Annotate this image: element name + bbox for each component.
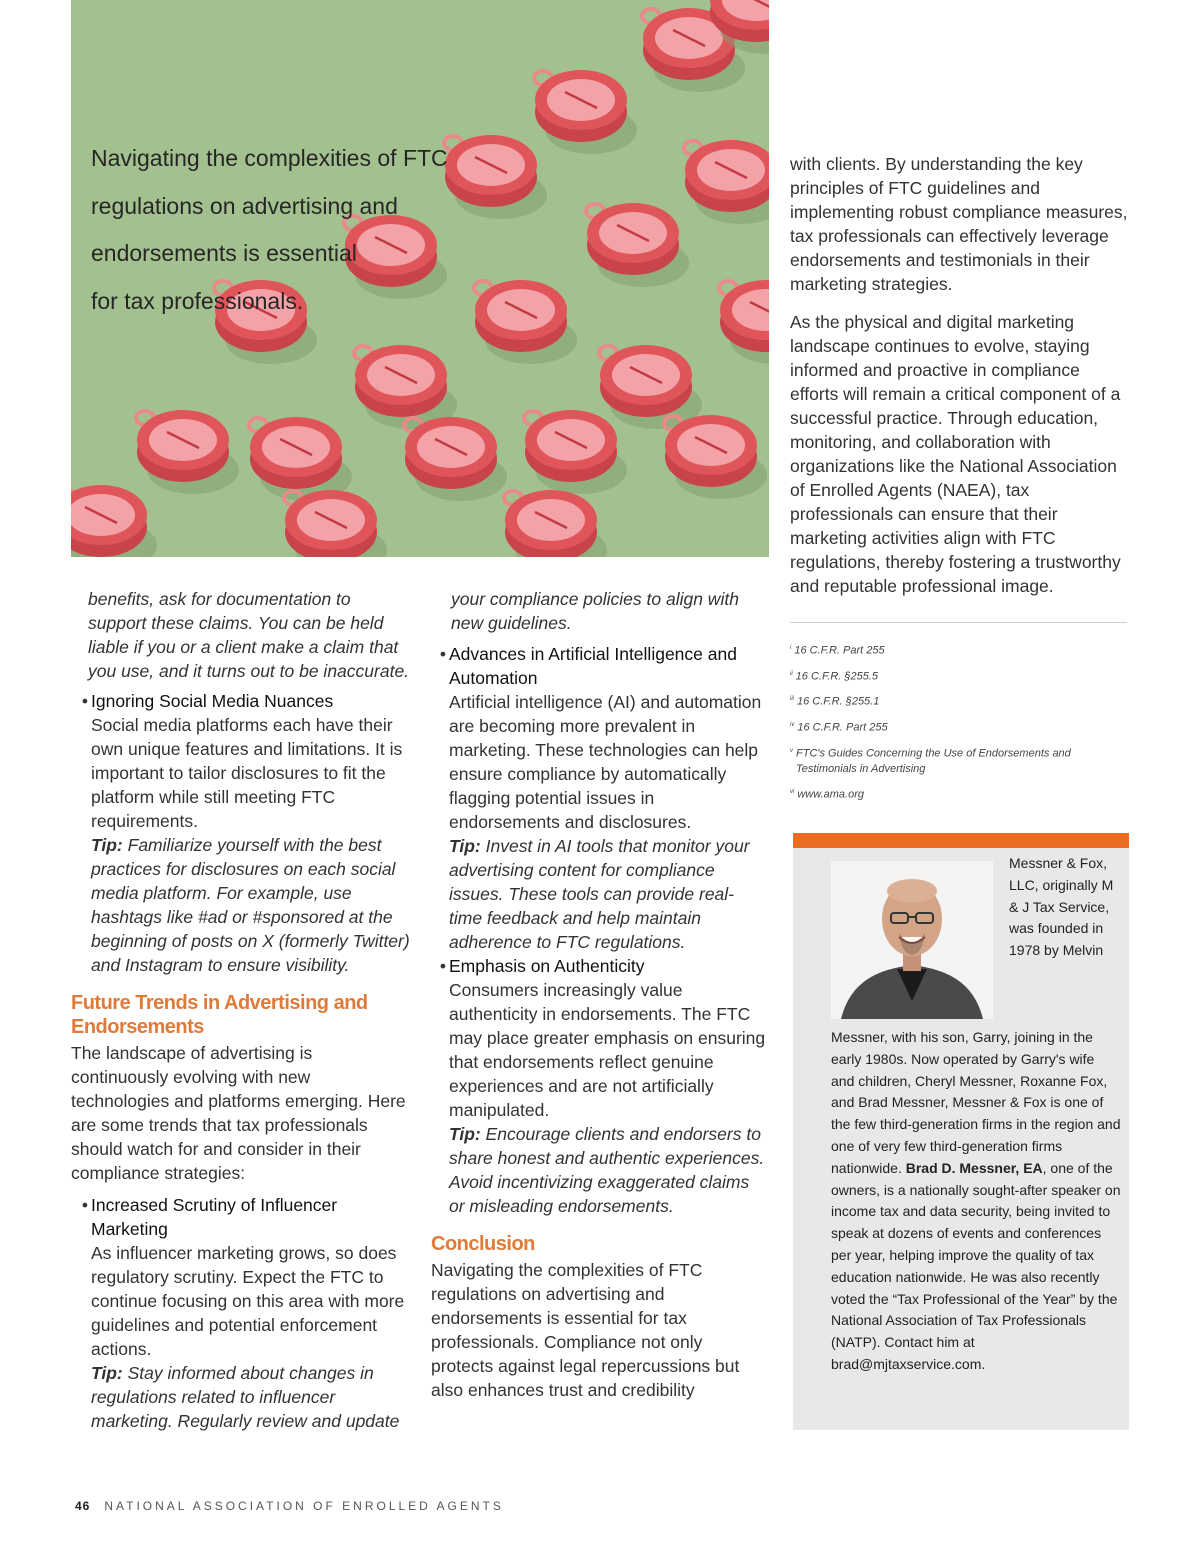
bio-text: , one of the owners, is a nationally sought-after speaker on income tax and data security, being invited to speak at dozens of events and conferences per year, helping improve the quality of tax education nationwide. He was also recently voted the “Tax Professional of the Year” by the National Association of Tax Professionals (NATP). Contact him at brad@mjtaxservice.com. [831,1159,1121,1372]
article-column-3 [790,152,1130,598]
tip-label: Tip: [449,1124,481,1144]
compass-icon [534,70,637,154]
compass-icon [404,417,507,501]
section-heading: Conclusion [431,1233,535,1255]
bullet-title: Advances in Artificial Intelligence and Automation [449,644,737,688]
compass-icon [524,410,627,494]
bullet-dot: • [439,644,447,664]
footnote-mark: iv [790,721,795,728]
footnote-mark: ii [790,670,793,677]
bullet-item [71,1193,411,1433]
tip-label: Tip: [91,835,123,855]
paragraph: As the physical and digital marketing landscape continues to evolve, staying informed and proactive in compliance efforts will remain a critical component of a successful practice. Through education, monitoring, and collaboration with organizations like the National Association of Enrolled Agents (NAEA), tax professionals can ensure that their marketing activities align with FTC regulations, thereby fostering a trustworthy and reputable professional image. [790,312,1121,596]
bio-side-text: Messner & Fox, LLC, originally M & J Tax Service, was founded in 1978 by Melvin [1009,855,1114,959]
compass-icon [249,417,352,501]
tip-text: Familiarize yourself with the best practices for disclosures on each social media platform. For example, use hashtags like #ad or #sponsored at the beginning of posts on X (formerly Twitter) and Instagram to ensure visibility. [91,835,410,975]
footnote-mark: i [790,645,792,651]
footnote-divider [790,622,1127,623]
compass-icon [599,345,702,429]
footnote-item [790,743,1130,778]
footnote-text: www.ama.org [797,788,864,801]
continued-text: benefits, ask for documentation to support these claims. You can be held liable if you or a client make a claim that you use, and it turns out to be inaccurate. [88,589,410,681]
tip-text: Stay informed about changes in regulations related to influencer marketing. Regularly review and update [91,1363,400,1431]
hero-image [71,0,769,557]
paragraph: Navigating the complexities of FTC regulations on advertising and endorsements is essential for tax professionals. Compliance not only protects against legal repercussions but also enhances trust and credibility [431,1260,740,1400]
compass-icon [354,345,457,429]
tip-label: Tip: [91,1363,123,1383]
compass-icon [284,490,387,557]
tip-text: Invest in AI tools that monitor your advertising content for compliance issues. These tools can provide real-time feedback and help maintain adherence to FTC regulations. [449,836,750,952]
continued-text: your compliance policies to align with new guidelines. [451,589,739,633]
bullet-title: Increased Scrutiny of Influencer Marketing [91,1195,338,1239]
pull-quote-line: regulations on advertising and [91,192,398,219]
bio-accent-bar [793,833,1129,848]
bullet-text: Social media platforms each have their own unique features and limitations. It is important to tailor disclosures to fit the platform while still meeting FTC requirements. [91,715,403,831]
compass-icon [504,490,607,557]
bullet-item [431,954,767,1218]
article-column-1 [71,587,411,1433]
bullet-dot: • [439,956,447,976]
compass-icon [71,485,157,557]
footnote-text: 16 C.F.R. Part 255 [794,644,885,657]
bullet-title: Emphasis on Authenticity [449,956,645,976]
footnote-item [790,640,1130,659]
bullet-text: As influencer marketing grows, so does regulatory scrutiny. Expect the FTC to continue focusing on this area with more guidelines and potential enforcement actions. [91,1243,405,1359]
page-number: 46 [75,1499,91,1513]
pull-quote-line: Navigating the complexities of FTC [91,145,448,171]
footnotes [790,640,1130,810]
author-photo [831,861,993,1019]
paragraph: The landscape of advertising is continuously evolving with new technologies and platforms emerging. Here are some trends that tax professionals should watch for and consider in their compliance strategies: [71,1043,406,1183]
footnote-mark: v [790,747,793,754]
footnote-text: 16 C.F.R. §255.1 [797,695,880,708]
compass-icon [684,140,769,224]
bullet-item [431,642,767,954]
page-footer [75,1499,504,1513]
bullet-dot: • [81,691,89,711]
footnote-item [790,717,1130,736]
footnote-mark: iii [790,696,794,703]
bio-text: Messner, with his son, Garry, joining in the early 1980s. Now operated by Garry's wife and children, Cheryl Messner, Roxanne Fox, and Brad Messner, Messner & Fox is one of the few third-generation firms in the region and one of very few third-generation firms nationwide. [831,1029,1121,1176]
article-column-2 [431,587,767,1402]
bullet-title: Ignoring Social Media Nuances [91,691,334,711]
author-bio-box [793,833,1129,1430]
footnote-text: 16 C.F.R. Part 255 [797,721,888,734]
compass-icon [719,280,769,364]
compass-icon [136,410,239,494]
bullet-text: Artificial intelligence (AI) and automation are becoming more prevalent in marketing. These technologies can help ensure compliance by automatically flagging potential issues in endorsements and disclosures. [449,692,762,832]
bullet-item [71,689,411,977]
bullet-text: Consumers increasingly value authenticity in endorsements. The FTC may place greater emphasis on ensuring that endorsements reflect genuine experiences and are not artificially manipulated. [449,980,766,1120]
footnote-item [790,691,1130,710]
tip-text: Encourage clients and endorsers to share honest and authentic experiences. Avoid incentivizing exaggerated claims or misleading endorsements. [449,1124,765,1216]
footnote-mark: vi [790,789,795,796]
compass-icon [586,203,689,287]
tip-label: Tip: [449,836,481,856]
bio-body-text [831,1027,1121,1376]
paragraph: with clients. By understanding the key principles of FTC guidelines and implementing robust compliance measures, tax professionals can effectively leverage endorsements and testimonials in their marketing strategies. [790,154,1128,294]
footnote-text: FTC's Guides Concerning the Use of Endorsements and Testimonials in Advertising [796,747,1071,776]
publication-name: NATIONAL ASSOCIATION OF ENROLLED AGENTS [104,1499,504,1513]
author-name: Brad D. Messner, EA [905,1159,1043,1176]
pull-quote [91,135,511,325]
compass-icon [664,415,767,499]
pull-quote-line: endorsements is essential [91,240,357,266]
bullet-dot: • [81,1195,89,1215]
footnote-item [790,784,1130,803]
footnote-text: 16 C.F.R. §255.5 [795,670,879,683]
footnote-item [790,666,1130,685]
pull-quote-line: for tax professionals. [91,287,304,314]
section-heading: Future Trends in Advertising and Endorsements [71,992,368,1038]
